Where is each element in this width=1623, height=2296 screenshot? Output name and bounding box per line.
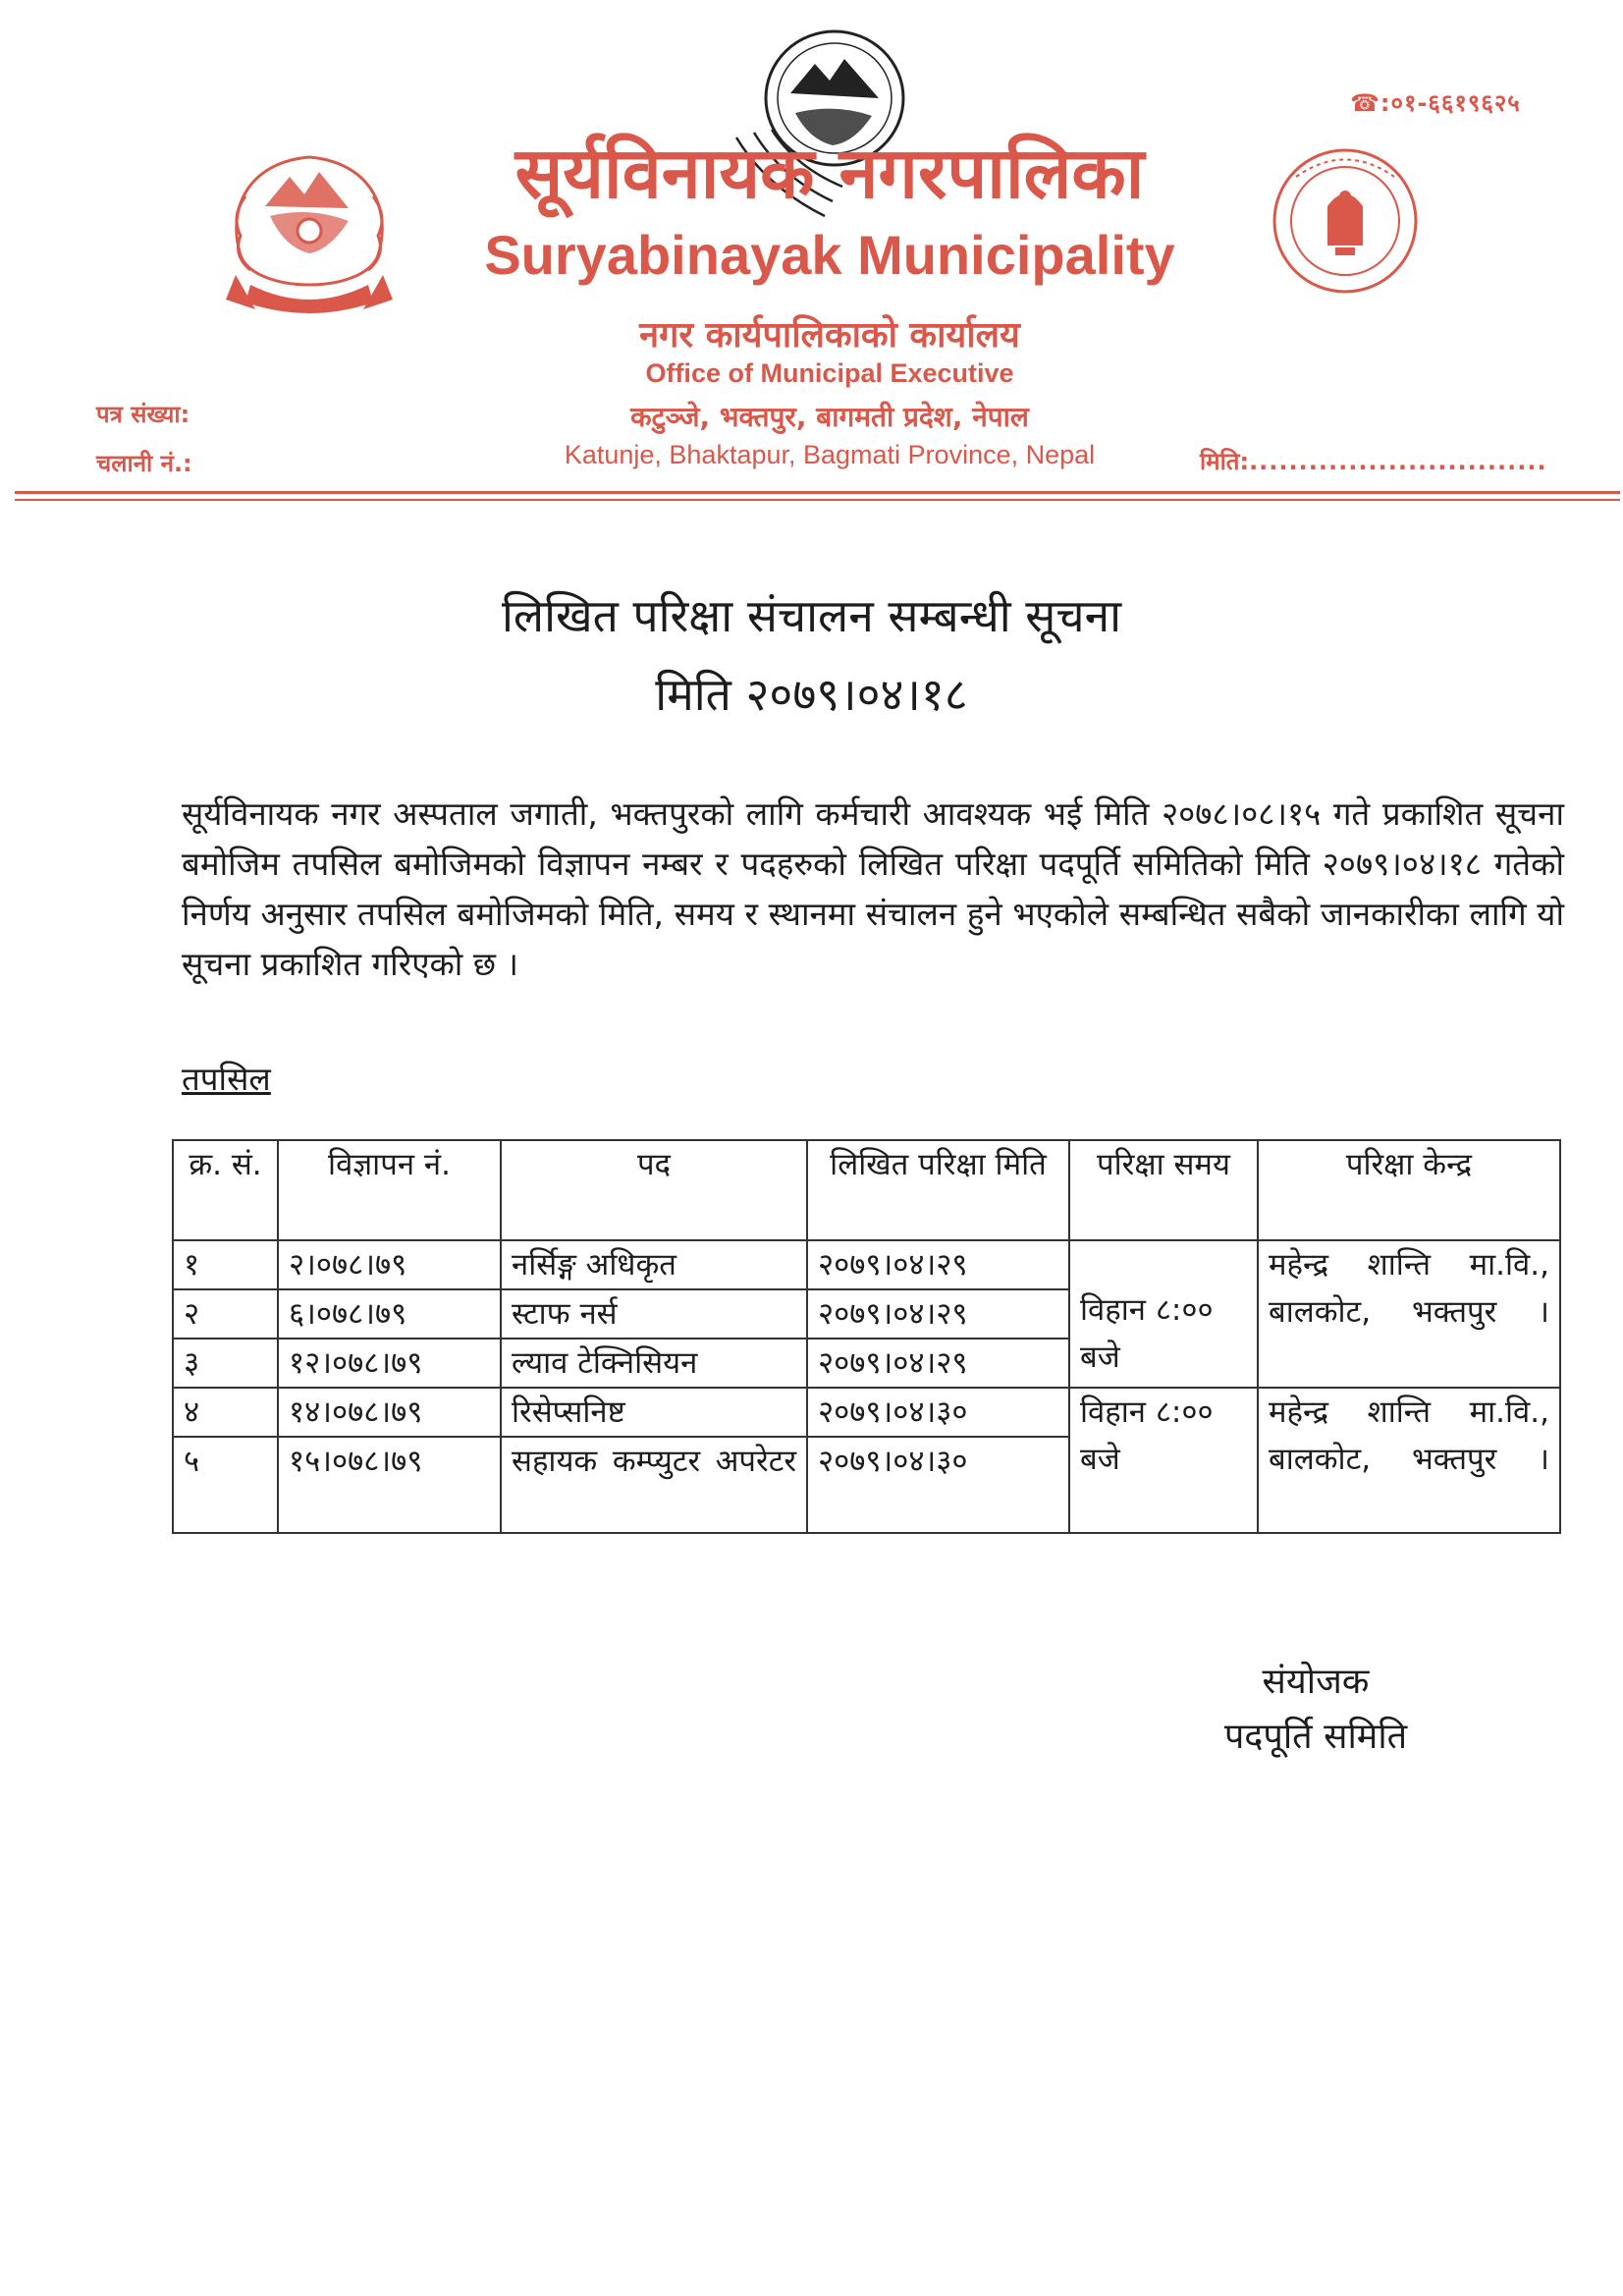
exam-date-cell: २०७९।०४।३० — [807, 1388, 1069, 1437]
notice-title: लिखित परिक्षा संचालन सम्बन्धी सूचना — [501, 589, 1122, 642]
signatory-committee: पदपूर्ति समिति — [1223, 1717, 1408, 1757]
exam-centre-cell: महेन्द्र शान्ति मा.वि., बालकोट, भक्तपुर । — [1258, 1388, 1560, 1533]
municipality-name-nepali: सूर्यविनायक नगरपालिका — [514, 132, 1145, 214]
letter-number-label: पत्र संख्या: — [96, 401, 190, 428]
municipality-seal-icon — [1267, 137, 1424, 304]
letterhead-divider — [15, 491, 1620, 494]
phone-number: ☎:०१-६६१९६२५ — [1350, 89, 1521, 117]
advertisement-cell: १२।०७८।७९ — [278, 1339, 501, 1388]
serial-cell: १ — [173, 1240, 278, 1289]
post-cell: सहायक कम्प्युटर अपरेटर — [501, 1437, 807, 1533]
post-cell: ल्याव टेक्निसियन — [501, 1339, 807, 1388]
municipality-name-english: Suryabinayak Municipality — [484, 224, 1175, 286]
letterhead-date — [1200, 445, 1547, 477]
signatory-title: संयोजक — [1262, 1662, 1370, 1702]
header-advertisement-no: विज्ञापन नं. — [278, 1140, 501, 1240]
table-row — [173, 1388, 1560, 1437]
exam-date-cell: २०७९।०४।२९ — [807, 1289, 1069, 1339]
exam-time-cell: विहान ८:०० बजे — [1069, 1388, 1258, 1533]
exam-date-cell: २०७९।०४।३० — [807, 1437, 1069, 1533]
serial-cell: ३ — [173, 1339, 278, 1388]
header-exam-time: परिक्षा समय — [1069, 1140, 1258, 1240]
signature-block — [1149, 1655, 1483, 1765]
header-serial: क्र. सं. — [173, 1140, 278, 1240]
post-cell: नर्सिङ्ग अधिकृत — [501, 1240, 807, 1289]
serial-cell: २ — [173, 1289, 278, 1339]
post-cell: स्टाफ नर्स — [501, 1289, 807, 1339]
serial-cell: ४ — [173, 1388, 278, 1437]
date-placeholder: .............................. — [1249, 448, 1547, 475]
table-header-row — [173, 1140, 1560, 1240]
office-name-nepali: नगर कार्यपालिकाको कार्यालय — [639, 315, 1020, 355]
advertisement-cell: २।०७८।७९ — [278, 1240, 501, 1289]
letterhead — [0, 0, 1623, 511]
exam-centre-cell: महेन्द्र शान्ति मा.वि., बालकोट, भक्तपुर । — [1258, 1240, 1560, 1388]
tapasil-heading: तपसिल — [182, 1060, 271, 1098]
header-exam-centre: परिक्षा केन्द्र — [1258, 1140, 1560, 1240]
advertisement-cell: ६।०७८।७९ — [278, 1289, 501, 1339]
header-post: पद — [501, 1140, 807, 1240]
letterhead-divider-thin — [15, 499, 1620, 501]
exam-date-cell: २०७९।०४।२९ — [807, 1339, 1069, 1388]
exam-schedule-table — [172, 1139, 1561, 1534]
nepal-emblem-icon — [211, 137, 407, 319]
notice-date: मिति २०७९।०४।१८ — [655, 668, 968, 721]
office-name-english: Office of Municipal Executive — [645, 358, 1014, 388]
exam-time-cell: विहान ८:०० बजे — [1069, 1240, 1258, 1388]
header-exam-date: लिखित परिक्षा मिति — [807, 1140, 1069, 1240]
serial-cell: ५ — [173, 1437, 278, 1533]
advertisement-cell: १५।०७८।७९ — [278, 1437, 501, 1533]
address-nepali: कटुञ्जे, भक्तपुर, बागमती प्रदेश, नेपाल — [630, 401, 1029, 433]
dispatch-number-label: चलानी नं.: — [96, 450, 192, 477]
exam-date-cell: २०७९।०४।२९ — [807, 1240, 1069, 1289]
table-row — [173, 1240, 1560, 1289]
date-label: मिति: — [1200, 448, 1250, 475]
address-english: Katunje, Bhaktapur, Bagmati Province, Nepal — [564, 440, 1096, 469]
advertisement-cell: १४।०७८।७९ — [278, 1388, 501, 1437]
post-cell: रिसेप्सनिष्ट — [501, 1388, 807, 1437]
notice-body: सूर्यविनायक नगर अस्पताल जगाती, भक्तपुरको लागि कर्मचारी आवश्यक भई मिति २०७८।०८।१५ गते प्रकाशित सूचना बमोजिम तपसिल बमोजिमको विज्ञापन नम्बर र पदहरुको लिखित परिक्षा पदपूर्ति समितिको मिति २०७९।०४।१८ गतेको निर्णय अनुसार तपसिल बमोजिमको मिति, समय र स्थानमा संचालन हुने भएकोले सम्बन्धित सबैको जानकारीका लागि यो सूचना प्रकाशित गरिएको छ । — [182, 794, 1564, 983]
